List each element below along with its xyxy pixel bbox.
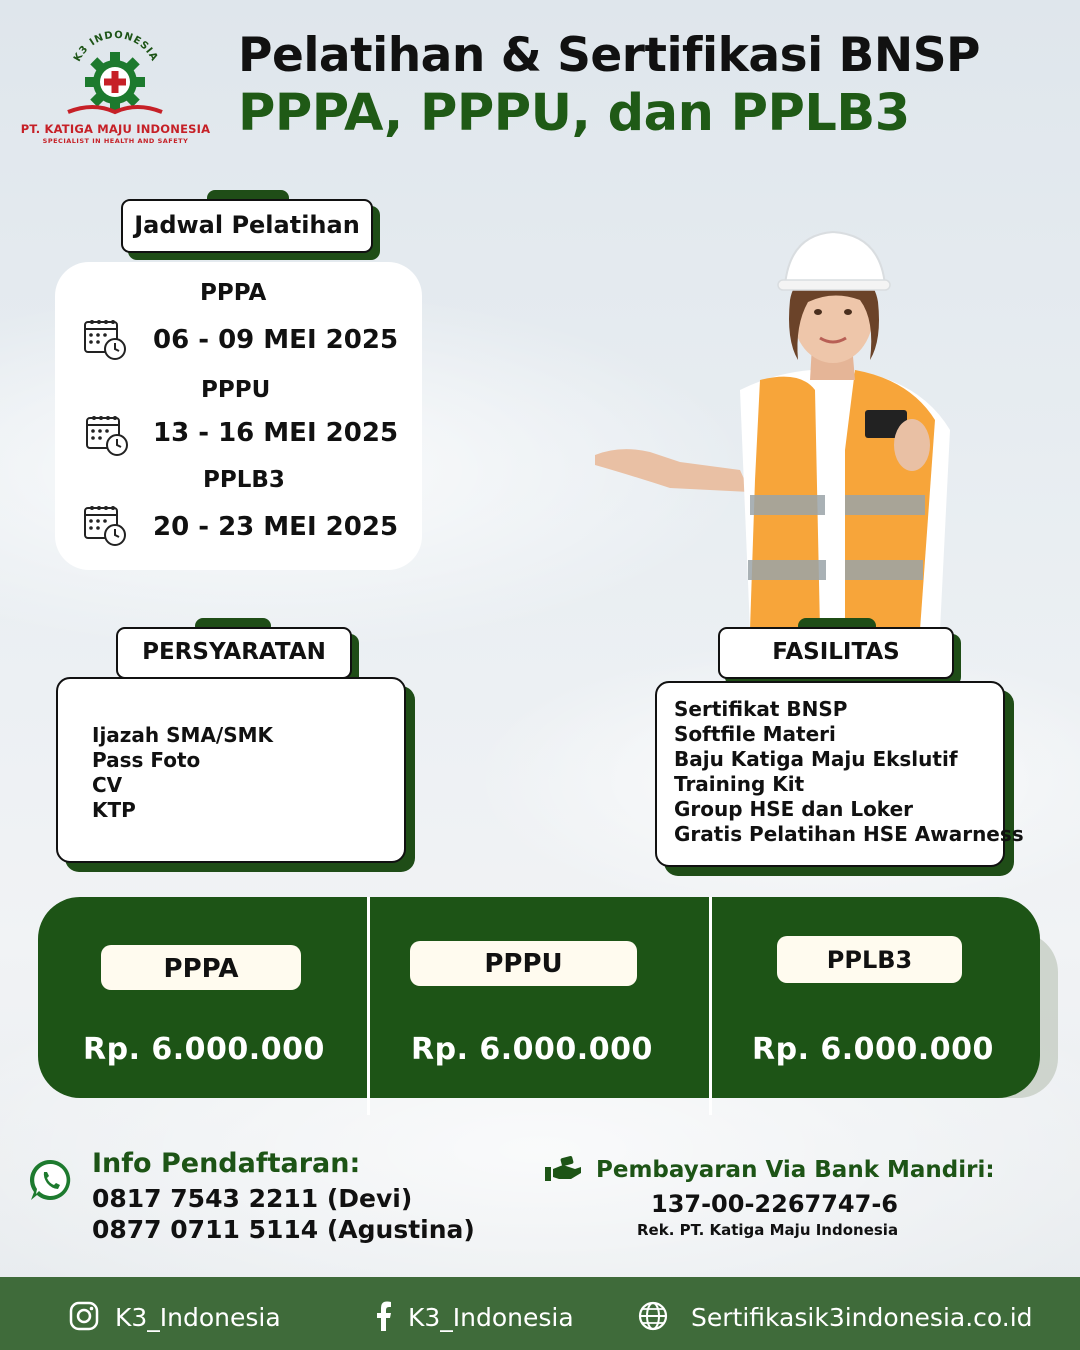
calendar-clock-icon — [84, 412, 130, 458]
safety-worker-illustration — [590, 230, 980, 630]
facility-item: Gratis Pelatihan HSE Awarness — [674, 822, 1024, 846]
page-subtitle: PPPA, PPPU, dan PPLB3 — [238, 84, 910, 143]
whatsapp-icon — [28, 1157, 74, 1203]
price-value-pppu: Rp. 6.000.000 — [411, 1032, 653, 1067]
facilities-box — [655, 681, 1024, 867]
facility-item: Group HSE dan Loker — [674, 797, 913, 821]
facility-item: Training Kit — [674, 772, 805, 796]
company-tagline: SPECIALIST IN HEALTH AND SAFETY — [42, 137, 189, 145]
price-divider — [367, 897, 370, 1115]
price-program-pppu: PPPU — [410, 941, 637, 986]
logo-arc-text: K3 INDONESIA — [72, 30, 160, 64]
schedule-item-name: PPLB3 — [203, 467, 285, 493]
bank-account-number: 137-00-2267747-6 — [651, 1190, 898, 1218]
registration-info-title: Info Pendaftaran: — [92, 1148, 361, 1179]
company-logo — [18, 30, 213, 150]
instagram-icon — [68, 1300, 100, 1332]
requirement-item: Pass Foto — [92, 748, 201, 772]
price-band — [38, 897, 1040, 1098]
facebook-icon — [368, 1300, 400, 1332]
requirement-item: Ijazah SMA/SMK — [92, 723, 274, 747]
company-name: PT. KATIGA MAJU INDONESIA — [20, 122, 211, 136]
price-program-pppa: PPPA — [101, 945, 301, 990]
requirement-item: KTP — [92, 798, 136, 822]
facility-item: Sertifikat BNSP — [674, 697, 848, 721]
schedule-item-name: PPPA — [200, 280, 267, 306]
globe-icon — [637, 1300, 669, 1332]
facilities-label: FASILITAS — [718, 627, 954, 679]
calendar-clock-icon — [82, 502, 128, 548]
gear-cross-icon — [18, 30, 213, 122]
phone-number[interactable]: 0877 0711 5114 (Agustina) — [92, 1215, 475, 1244]
requirement-item: CV — [92, 773, 123, 797]
bank-account-name: Rek. PT. Katiga Maju Indonesia — [637, 1221, 899, 1239]
instagram-handle[interactable]: K3_Indonesia — [115, 1303, 281, 1332]
website-link[interactable]: Sertifikasik3indonesia.co.id — [691, 1303, 1033, 1332]
facebook-handle[interactable]: K3_Indonesia — [408, 1303, 574, 1332]
schedule-item-date: 20 - 23 MEI 2025 — [153, 512, 399, 542]
phone-number[interactable]: 0817 7543 2211 (Devi) — [92, 1184, 413, 1213]
schedule-item-date: 13 - 16 MEI 2025 — [153, 418, 399, 448]
payment-hand-icon — [545, 1155, 583, 1187]
price-divider — [709, 897, 712, 1115]
page-title: Pelatihan & Sertifikasi BNSP — [238, 28, 980, 83]
payment-title: Pembayaran Via Bank Mandiri: — [596, 1157, 995, 1183]
price-program-pplb3: PPLB3 — [777, 936, 962, 983]
price-value-pplb3: Rp. 6.000.000 — [752, 1032, 994, 1067]
requirements-box — [56, 677, 406, 863]
calendar-clock-icon — [82, 316, 128, 362]
schedule-item-name: PPPU — [201, 377, 271, 403]
requirements-label: PERSYARATAN — [116, 627, 352, 679]
schedule-label: Jadwal Pelatihan — [121, 199, 373, 253]
facility-item: Softfile Materi — [674, 722, 836, 746]
price-value-pppa: Rp. 6.000.000 — [83, 1032, 325, 1067]
schedule-item-date: 06 - 09 MEI 2025 — [153, 325, 399, 355]
facility-item: Baju Katiga Maju Ekslutif — [674, 747, 958, 771]
